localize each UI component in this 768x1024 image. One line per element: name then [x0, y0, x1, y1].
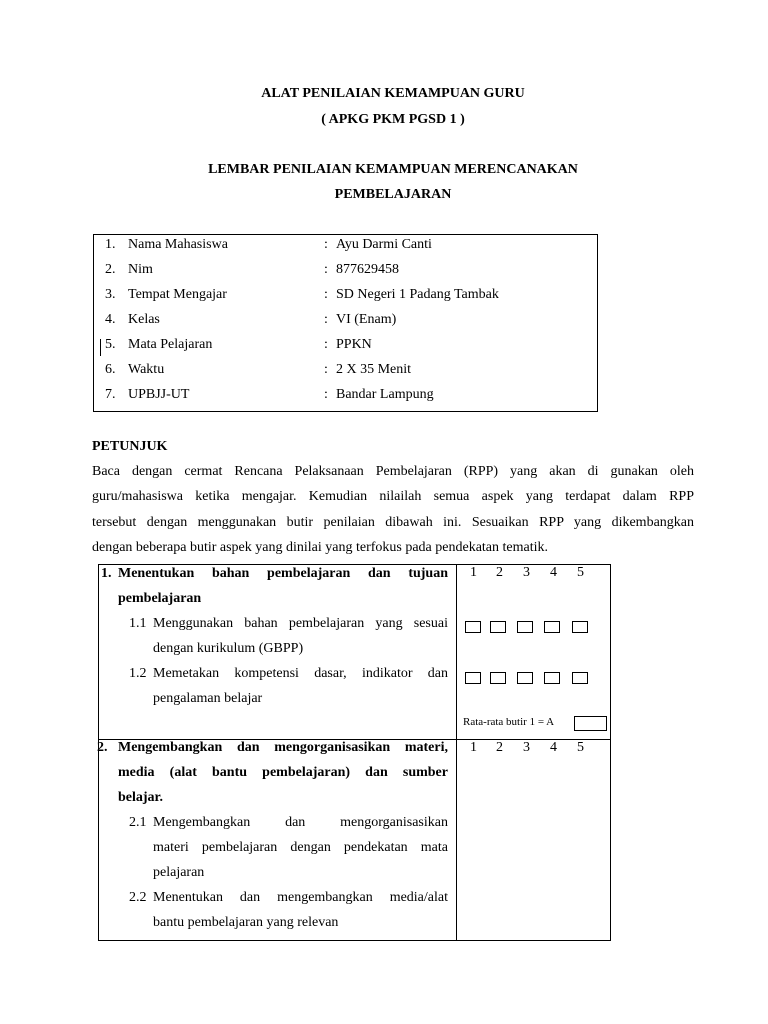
score-checkbox[interactable] — [465, 672, 481, 684]
assessment-section-2 — [98, 739, 611, 941]
section-number: 1. — [101, 566, 112, 581]
score-checkbox[interactable] — [490, 672, 506, 684]
info-row — [94, 237, 599, 257]
info-separator: : — [324, 287, 328, 302]
info-number: 3. — [105, 287, 116, 302]
text-cursor — [100, 339, 101, 356]
item-number: 2.1 — [129, 815, 147, 830]
info-value: 2 X 35 Menit — [336, 362, 412, 377]
document-subtitle: ( APKG PKM PGSD 1 ) — [321, 112, 465, 127]
item-text: Menggunakan bahan pembelajaran yang sesuai — [153, 616, 448, 631]
item-text-continued: dengan kurikulum (GBPP) — [153, 641, 304, 656]
identity-box — [93, 234, 598, 412]
info-row — [94, 362, 599, 382]
info-value: SD Negeri 1 Padang Tambak — [336, 287, 499, 302]
score-checkbox[interactable] — [572, 621, 588, 633]
column-divider — [456, 565, 457, 739]
instructions-heading: PETUNJUK — [92, 439, 168, 454]
section-title-continued: media (alat bantu pembelajaran) dan sumber — [118, 765, 448, 780]
sheet-title-continued: PEMBELAJARAN — [334, 187, 452, 202]
info-row — [94, 387, 599, 407]
document-title: ALAT PENILAIAN KEMAMPUAN GURU — [261, 86, 525, 101]
scale-number: 4 — [550, 740, 557, 755]
info-row — [94, 312, 599, 332]
info-number: 5. — [105, 337, 116, 352]
info-number: 4. — [105, 312, 116, 327]
item-number: 1.2 — [129, 666, 147, 681]
score-checkbox[interactable] — [544, 672, 560, 684]
score-checkbox[interactable] — [572, 672, 588, 684]
item-text-continued: pelajaran — [153, 865, 205, 880]
scale-number: 2 — [496, 565, 503, 580]
average-input-box[interactable] — [574, 716, 607, 731]
item-text-continued: materi pembelajaran dengan pendekatan mata — [153, 840, 448, 855]
scale-number: 1 — [470, 565, 477, 580]
scale-number: 4 — [550, 565, 557, 580]
scale-number: 5 — [577, 740, 584, 755]
info-separator: : — [324, 312, 328, 327]
average-label: Rata-rata butir 1 = A — [463, 716, 555, 728]
scale-number: 5 — [577, 565, 584, 580]
score-checkbox[interactable] — [517, 672, 533, 684]
info-label: Kelas — [128, 312, 160, 327]
instructions-line: guru/mahasiswa ketika mengajar. Kemudian nilailah semua aspek yang terdapat dalam RPP — [92, 489, 694, 504]
instructions-line: tersebut dengan menggunakan butir penilaian dibawah ini. Sesuaikan RPP yang dikembangkan — [92, 515, 694, 530]
instructions-line: dengan beberapa butir aspek yang dinilai yang terfokus pada pendekatan tematik. — [92, 540, 548, 555]
column-divider — [456, 740, 457, 940]
assessment-section-1 — [98, 564, 611, 740]
info-separator: : — [324, 337, 328, 352]
info-label: Nama Mahasiswa — [128, 237, 228, 252]
item-text: Mengembangkan dan mengorganisasikan — [153, 815, 448, 830]
score-checkbox[interactable] — [517, 621, 533, 633]
score-checkbox[interactable] — [490, 621, 506, 633]
section-title: Menentukan bahan pembelajaran dan tujuan — [118, 566, 448, 581]
info-separator: : — [324, 362, 328, 377]
info-value: Ayu Darmi Canti — [336, 237, 432, 252]
item-text: Memetakan kompetensi dasar, indikator dan — [153, 666, 448, 681]
info-label: Waktu — [128, 362, 165, 377]
item-text-continued: bantu pembelajaran yang relevan — [153, 915, 339, 930]
score-checkbox[interactable] — [544, 621, 560, 633]
info-label: Tempat Mengajar — [128, 287, 227, 302]
info-number: 6. — [105, 362, 116, 377]
scale-number: 3 — [523, 740, 530, 755]
info-number: 1. — [105, 237, 116, 252]
info-value: VI (Enam) — [336, 312, 397, 327]
scale-number: 1 — [470, 740, 477, 755]
info-separator: : — [324, 262, 328, 277]
section-number: 2. — [97, 740, 108, 755]
info-label: UPBJJ-UT — [128, 387, 190, 402]
section-title-continued: pembelajaran — [118, 591, 202, 606]
section-title: Mengembangkan dan mengorganisasikan materi, — [118, 740, 448, 755]
info-value: Bandar Lampung — [336, 387, 434, 402]
scale-number: 2 — [496, 740, 503, 755]
info-row — [94, 337, 599, 357]
item-number: 1.1 — [129, 616, 147, 631]
item-text: Menentukan dan mengembangkan media/alat — [153, 890, 448, 905]
info-label: Nim — [128, 262, 153, 277]
info-separator: : — [324, 237, 328, 252]
info-number: 2. — [105, 262, 116, 277]
item-text-continued: pengalaman belajar — [153, 691, 263, 706]
instructions-line: Baca dengan cermat Rencana Pelaksanaan Pembelajaran (RPP) yang akan di gunakan oleh — [92, 464, 694, 479]
info-separator: : — [324, 387, 328, 402]
item-number: 2.2 — [129, 890, 147, 905]
score-checkbox[interactable] — [465, 621, 481, 633]
info-label: Mata Pelajaran — [128, 337, 213, 352]
sheet-title: LEMBAR PENILAIAN KEMAMPUAN MERENCANAKAN — [208, 162, 578, 177]
info-number: 7. — [105, 387, 116, 402]
scale-number: 3 — [523, 565, 530, 580]
section-title-continued: belajar. — [118, 790, 163, 805]
info-value: 877629458 — [336, 262, 399, 277]
info-row — [94, 287, 599, 307]
info-value: PPKN — [336, 337, 372, 352]
info-row — [94, 262, 599, 282]
